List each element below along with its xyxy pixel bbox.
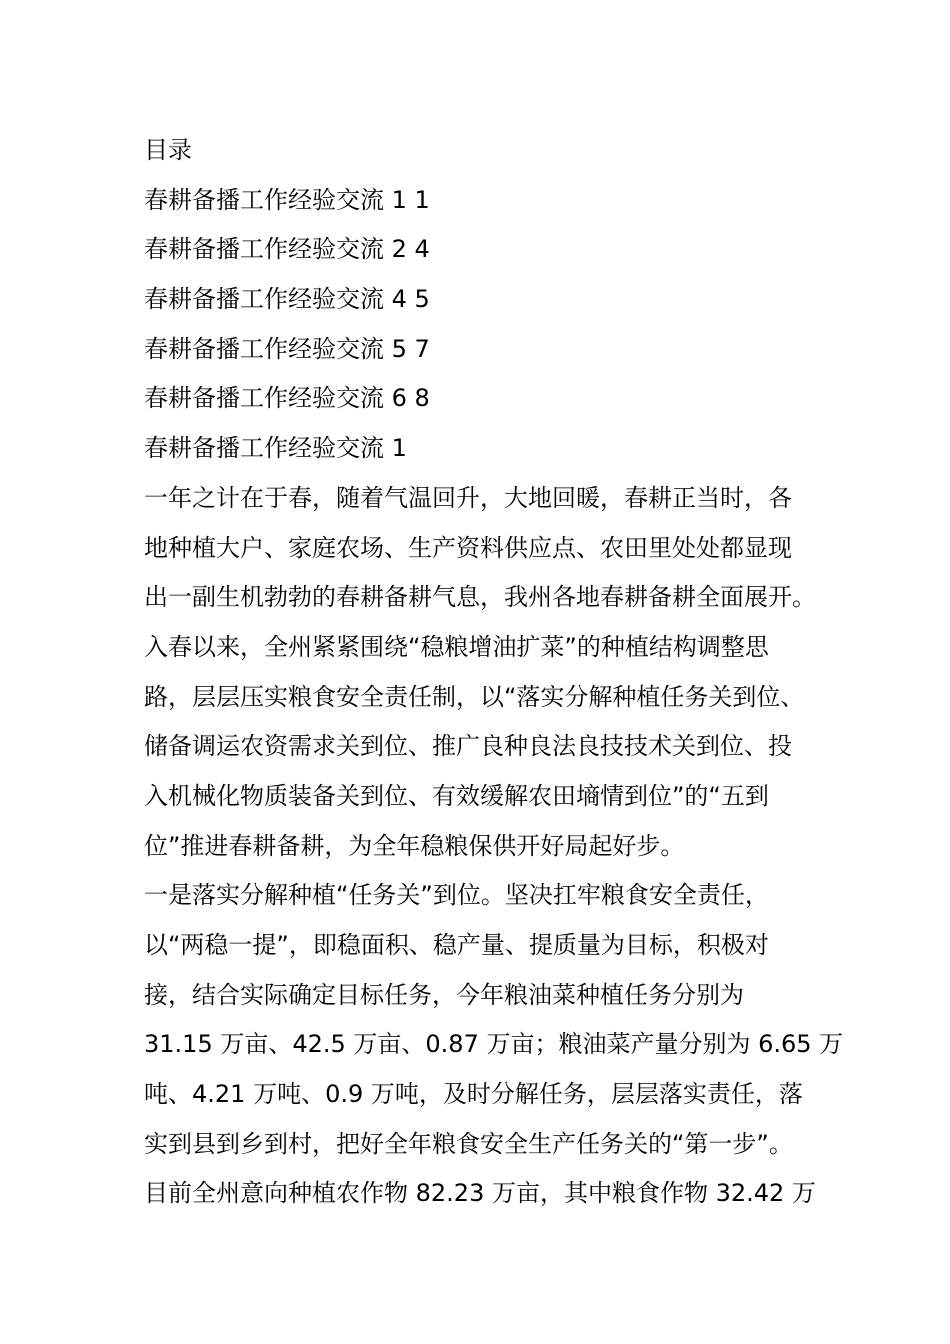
- body-line: 以“两稳一提”，即稳面积、稳产量、提质量为目标，积极对: [144, 931, 769, 959]
- body-line: 入机械化物质装备关到位、有效缓解农田墒情到位”的“五到: [144, 781, 769, 810]
- body-line: 实到县到乡到村，把好全年粮食安全生产任务关的“第一步”。: [144, 1129, 793, 1158]
- toc-title: 目录: [144, 136, 192, 164]
- body-line: 接，结合实际确定目标任务，今年粮油菜种植任务分别为: [144, 980, 744, 1009]
- toc-item-3[interactable]: 春耕备播工作经验交流 4 5: [144, 285, 430, 314]
- body-line: 目前全州意向种植农作物 82.23 万亩，其中粮食作物 32.42 万: [144, 1179, 816, 1208]
- body-line: 一年之计在于春，随着气温回升，大地回暖，春耕正当时，各: [144, 483, 792, 512]
- body-line: 储备调运农资需求关到位、推广良种良法良技技术关到位、投: [144, 732, 792, 761]
- body-line: 地种植大户、家庭农场、生产资料供应点、农田里处处都显现: [144, 533, 792, 562]
- section-heading: 春耕备播工作经验交流 1: [144, 434, 407, 463]
- body-line: 入春以来，全州紧紧围绕“稳粮增油扩菜”的种植结构调整思: [144, 632, 769, 661]
- body-line: 路，层层压实粮食安全责任制，以“落实分解种植任务关到位、: [144, 682, 805, 711]
- body-line: 一是落实分解种植“任务关”到位。坚决扛牢粮食安全责任，: [144, 881, 769, 910]
- body-line: 位”推进春耕备耕，为全年稳粮保供开好局起好步。: [144, 831, 685, 860]
- body-line: 吨、4.21 万吨、0.9 万吨，及时分解任务，层层落实责任，落: [144, 1080, 803, 1109]
- document-page: [144, 126, 844, 1219]
- toc-item-5[interactable]: 春耕备播工作经验交流 6 8: [144, 384, 430, 413]
- body-line: 出一副生机勃勃的春耕备耕气息，我州各地春耕备耕全面展开。: [144, 583, 816, 612]
- toc-item-2[interactable]: 春耕备播工作经验交流 2 4: [144, 235, 430, 264]
- toc-item-4[interactable]: 春耕备播工作经验交流 5 7: [144, 334, 430, 363]
- toc-item-1[interactable]: 春耕备播工作经验交流 1 1: [144, 185, 430, 214]
- body-line: 31.15 万亩、42.5 万亩、0.87 万亩；粮油菜产量分别为 6.65 万: [144, 1030, 844, 1059]
